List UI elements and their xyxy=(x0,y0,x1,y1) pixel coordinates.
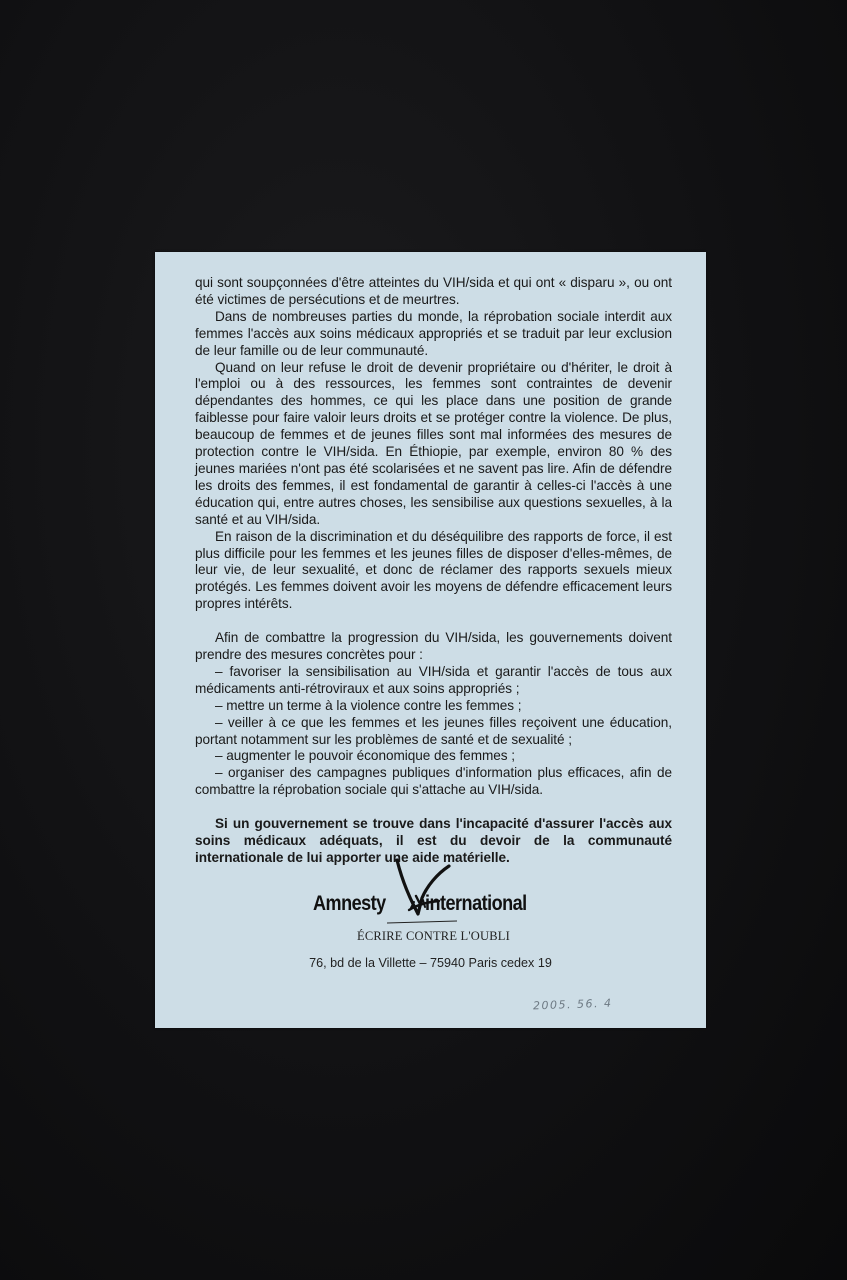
measure-item: – augmenter le pouvoir économique des femmes ; xyxy=(215,748,515,764)
logo-tagline: ÉCRIRE CONTRE L'OUBLI xyxy=(357,929,510,943)
measures-intro: Afin de combattre la progression du VIH/sida, les gouvernements doivent prendre des mesures concrètes pour : xyxy=(195,630,672,663)
measure-item: – veiller à ce que les femmes et les jeunes filles reçoivent une éducation, portant notamment sur les problèmes de santé et de sexualité ; xyxy=(195,714,672,747)
paragraph-4: En raison de la discrimination et du déséquilibre des rapports de force, il est plus difficile pour les femmes et les jeunes filles de disposer d'elles-mêmes, de leur vie, de leur sexualité, et donc de réclamer des rapports sexuels mieux protégés. Les femmes doivent avoir les moyens de défendre efficacement leurs propres intérêts. xyxy=(195,528,672,612)
handwritten-inventory-number: 2005. 56. 4 xyxy=(532,996,613,1013)
leaflet-page xyxy=(155,252,706,1028)
paragraph-3: Quand on leur refuse le droit de devenir propriétaire ou d'hériter, le droit à l'emploi ou à des ressources, les femmes sont contraintes de devenir dépendantes des hommes, ce qui les place dans une position de grande faiblesse pour faire valoir leurs droits et se protéger contre la violence. De plus, beaucoup de femmes et de jeunes filles sont mal informées des mesures de protection contre le VIH/sida. En Éthiopie, par exemple, environ 80 % des jeunes mariées n'ont pas été scolarisées et ne savent pas lire. Afin de défendre les droits des femmes, il est fondamental de garantir à celles-ci l'accès à une éducation qui, entre autres choses, les sensibilise aux questions sexuelles, à la santé et au VIH/sida. xyxy=(195,359,672,527)
body-text xyxy=(195,275,672,867)
measure-item: – favoriser la sensibilisation au VIH/sida et garantir l'accès de tous aux médicaments anti-rétroviraux et aux soins appropriés ; xyxy=(195,663,672,696)
measure-item: – mettre un terme à la violence contre les femmes ; xyxy=(215,697,522,713)
paragraph-1: qui sont soupçonnées d'être atteintes du VIH/sida et qui ont « disparu », ou ont été victimes de persécutions et de meurtres. xyxy=(195,275,672,307)
closing-statement: Si un gouvernement se trouve dans l'incapacité d'assurer l'accès aux soins médicaux adéquats, il est du devoir de la communauté internationale de lui apporter une aide matérielle. xyxy=(195,816,672,865)
logo-word-amnesty: Amnesty xyxy=(313,892,386,915)
logo-word-international: international xyxy=(425,892,527,915)
paragraph-2: Dans de nombreuses parties du monde, la réprobation sociale interdit aux femmes l'accès aux soins médicaux appropriés et se traduit par leur exclusion de leur famille ou de leur communauté. xyxy=(195,308,672,358)
address-line: 76, bd de la Villette – 75940 Paris cedex 19 xyxy=(309,956,552,970)
amnesty-logo xyxy=(313,858,557,954)
measure-item: – organiser des campagnes publiques d'information plus efficaces, afin de combattre la réprobation sociale qui s'attache au VIH/sida. xyxy=(195,765,672,798)
